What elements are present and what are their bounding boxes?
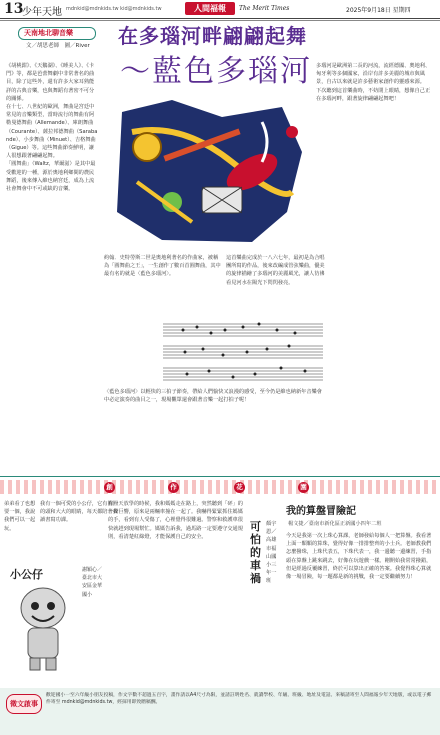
paragraph: 這首樂曲完成於一八六七年，最初是為合唱團所寫的作品，後來改編成管弦樂曲，優美的旋律描繪了多瑙河的美麗風光，讓人彷彿看見河水在陽光下閃閃發亮。 bbox=[226, 255, 325, 286]
newspaper-logo-en: The Merit Times bbox=[239, 5, 290, 12]
section-badge: 創 bbox=[104, 482, 115, 493]
section-name: 少年天地 bbox=[22, 7, 62, 18]
instruments-illustration bbox=[102, 92, 310, 248]
header-rule bbox=[0, 18, 440, 19]
paragraph: 在十七、八世紀的歐洲，舞曲是宮廷中常見的音樂類型，當時流行的舞曲有阿勒曼德舞曲（Allemande）、庫朗舞曲（Courante）、薩拉邦德舞曲（Sarabande）、小步舞曲（Minuet）、吉格舞曲（Gigue）等。這些舞曲節奏鮮明，讓人很想跟著翩翩起舞。 bbox=[6, 104, 98, 160]
paragraph: 下次聽到這首樂曲時，不妨閉上眼睛，想像自己正在多瑙河畔，跟著旋律翩翩起舞吧！ bbox=[316, 87, 431, 102]
story1-title: 我的算盤冒險記 bbox=[286, 506, 356, 517]
section-badge: 作 bbox=[168, 482, 179, 493]
paragraph: 「圓舞曲」（Waltz，華爾滋）是其中最受歡迎的一種，源於奧地利鄉間的農民舞蹈，後來傳入維也納宮廷，成為上流社會舞會中不可或缺的音樂。 bbox=[6, 161, 96, 193]
paragraph: 多瑙河是歐洲第二長的河流，流經德國、奧地利、匈牙利等多個國家，沿岸有許多美麗的城市與風景，自古以來就是許多藝術家創作的靈感來源。 bbox=[316, 63, 431, 86]
feature-column-3 bbox=[316, 62, 434, 472]
section-badge: 花 bbox=[234, 482, 245, 493]
page-number: 13 bbox=[4, 1, 24, 17]
paragraph: 《胡桃鉗》、《天鵝湖》、《睡美人》、《卡門》等，都是芭蕾舞劇中非常著名的曲目，除了這些外，還有許多大家耳熟能詳的古典音樂，也與舞蹈有著密不可分的關係。 bbox=[6, 63, 95, 102]
column-byline: 文／胡思老師 圖／River bbox=[26, 43, 90, 49]
section-bar bbox=[0, 480, 440, 494]
feature-column-2b bbox=[226, 254, 326, 314]
comic-title: 小公仔 bbox=[10, 568, 43, 581]
feature-column-2c bbox=[104, 388, 324, 472]
feature-column-1 bbox=[6, 62, 98, 472]
header-email: mdnkid@mdnkids.tw kid@mdnkids.tw bbox=[66, 6, 162, 12]
section-divider bbox=[0, 476, 440, 477]
feature-subtitle: ～藍色多瑙河 bbox=[120, 54, 312, 89]
figurine-illustration bbox=[8, 582, 78, 674]
submission-notice: 歡迎國小一至六年級小朋友投稿，作文字數不超過五百字，畫作請以A4尺寸為限，並請註明姓名、就讀學校、年級、班級、地址及電話。來稿請寄至人間福報少年天地版，或以電子郵件寄至 mdnkid@mdnkids.tw，經採用即致贈稿酬。 bbox=[46, 693, 432, 705]
section-badge: 園 bbox=[298, 482, 309, 493]
feature-column-2 bbox=[104, 254, 222, 314]
comic-text: 我有一個可愛的小公仔，它有圓圓的頭和大大的眼睛，每天都陪著我讀書寫功課。 bbox=[40, 501, 118, 524]
paragraph: 〈藍色多瑙河〉以輕快的三拍子節奏，帶給人們愉快又浪漫的感受，至今仍是維也納新年音樂會中必定演奏的曲目之一，現場觀眾還會跟著音樂一起打拍子呢！ bbox=[104, 389, 322, 404]
short-column: 弟弟看了也想要一個，我說我們可以一起玩。 bbox=[4, 501, 36, 532]
story2-text: 有一天放學的時候，我和媽媽走在路上，突然聽到「砰」的一聲巨響，原來是兩輛車撞在一起了。我嚇得緊緊抓住媽媽的手，看到有人受傷了，心裡覺得很難過。警察和救護車很快就趕到現場幫忙。媽媽告訴我，過馬路一定要遵守交通規則，看清楚紅綠燈，才能保護自己的安全。 bbox=[108, 501, 243, 540]
column-title: 天南地北聊音樂 bbox=[24, 29, 73, 37]
sheet-music bbox=[163, 318, 323, 384]
story1-text: 今天是我第一次上珠心算課，老師發給每個人一把算盤。我看著上面一顆顆的算珠，覺得好像一排排整齊的小士兵。老師教我們怎麼撥珠，上珠代表五，下珠代表一，我一邊聽一邊練習，手指頭在算盤上跳來跳去，好像在玩遊戲一樣。剛開始我常常撥錯，但是經過反覆練習，終於可以算出正確的答案。我覺得珠心算就像一場冒險，每一題都是新的挑戰，我一定要繼續努力！ bbox=[286, 533, 432, 581]
story2-byline: 顏宇恩／高雄市福山國小三年一班 bbox=[266, 521, 277, 585]
newspaper-logo: 人間福報 bbox=[185, 2, 235, 15]
issue-date: 2025年9月18日 星期四 bbox=[346, 7, 411, 14]
comic-byline: 謝穎心／臺北市大安區金華國小 bbox=[82, 567, 103, 598]
paragraph: 約翰．史特勞斯二世是奧地利著名的作曲家，被稱為「圓舞曲之王」，一生創作了數百首圓舞曲，其中最有名的就是〈藍色多瑙河〉。 bbox=[104, 255, 221, 278]
submission-tag: 徵文啟事 bbox=[6, 694, 42, 714]
story1-byline: 楊文捷／臺南市新化區正新國小四年二班 bbox=[288, 521, 382, 527]
story2-title: 可怕的車禍 bbox=[250, 520, 261, 585]
feature-title: 在多瑙河畔翩翩起舞 bbox=[118, 24, 307, 48]
